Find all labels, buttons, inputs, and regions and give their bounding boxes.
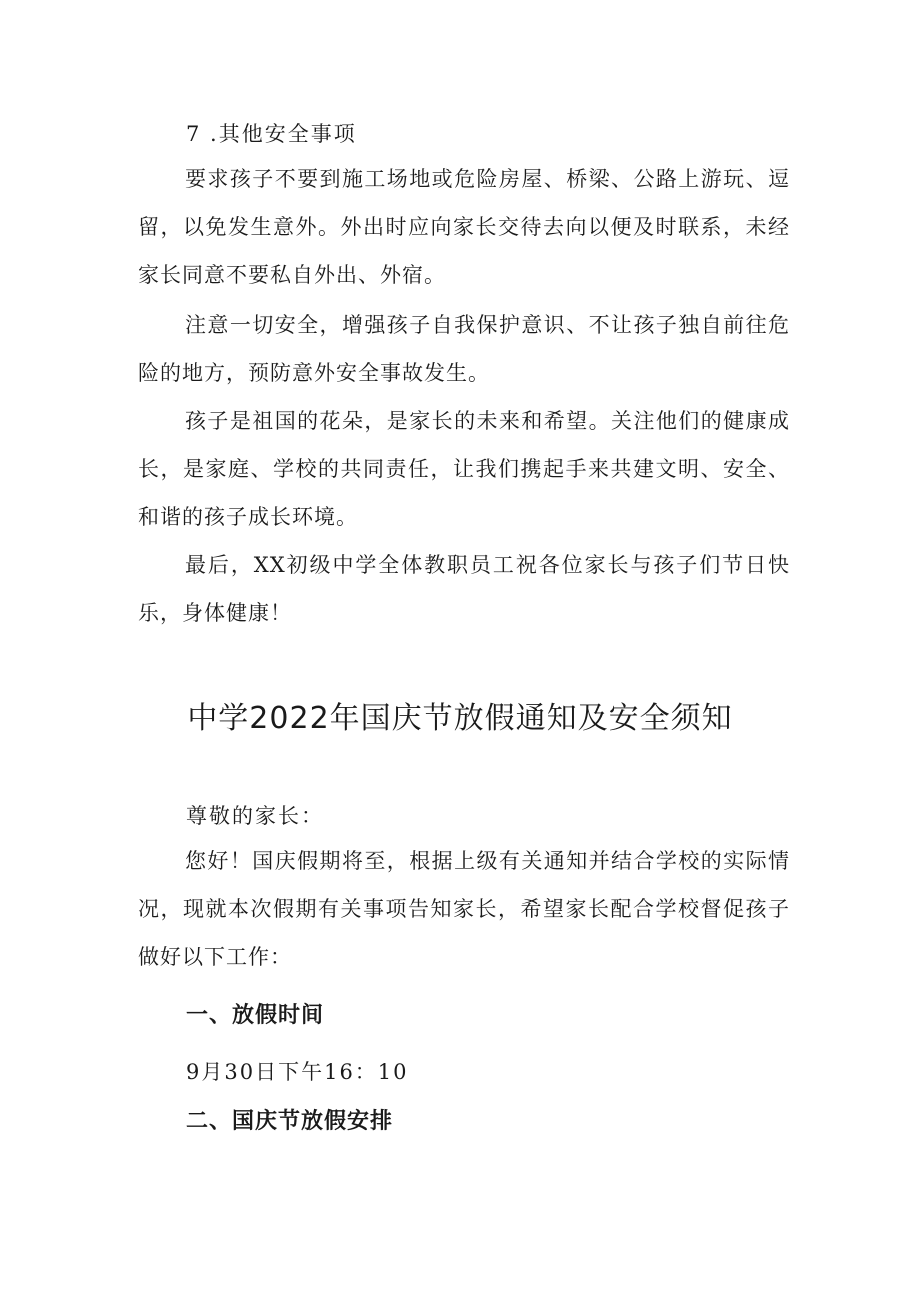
- salutation: 尊敬的家长：: [186, 804, 324, 828]
- section-1-heading: 一、放假时间: [186, 1003, 325, 1028]
- paragraph-safety-attention: 注意一切安全，增强孩子自我保护意识、不让孩子独自前往危险的地方，预防意外安全事故发生。: [138, 313, 790, 385]
- section-2-heading: 二、国庆节放假安排: [186, 1109, 394, 1134]
- notice-title: 中学2022年国庆节放假通知及安全须知: [187, 701, 733, 736]
- paragraph-safety-rules: 要求孩子不要到施工场地或危险房屋、桥梁、公路上游玩、逗留，以免发生意外。外出时应向家长交待去向以便及时联系，未经家长同意不要私自外出、外宿。: [138, 167, 790, 287]
- paragraph-children-future: 孩子是祖国的花朵，是家长的未来和希望。关注他们的健康成长，是家庭、学校的共同责任，让我们携起手来共建文明、安全、和谐的孩子成长环境。: [138, 409, 790, 529]
- holiday-time-value: 9月30日下午16：10: [186, 1060, 409, 1084]
- paragraph-closing-wishes: 最后，XX初级中学全体教职员工祝各位家长与孩子们节日快乐，身体健康！: [138, 553, 790, 625]
- section-7-heading: 7 .其他安全事项: [186, 122, 357, 146]
- paragraph-greeting: 您好！国庆假期将至，根据上级有关通知并结合学校的实际情况，现就本次假期有关事项告知家长，希望家长配合学校督促孩子做好以下工作：: [138, 849, 790, 969]
